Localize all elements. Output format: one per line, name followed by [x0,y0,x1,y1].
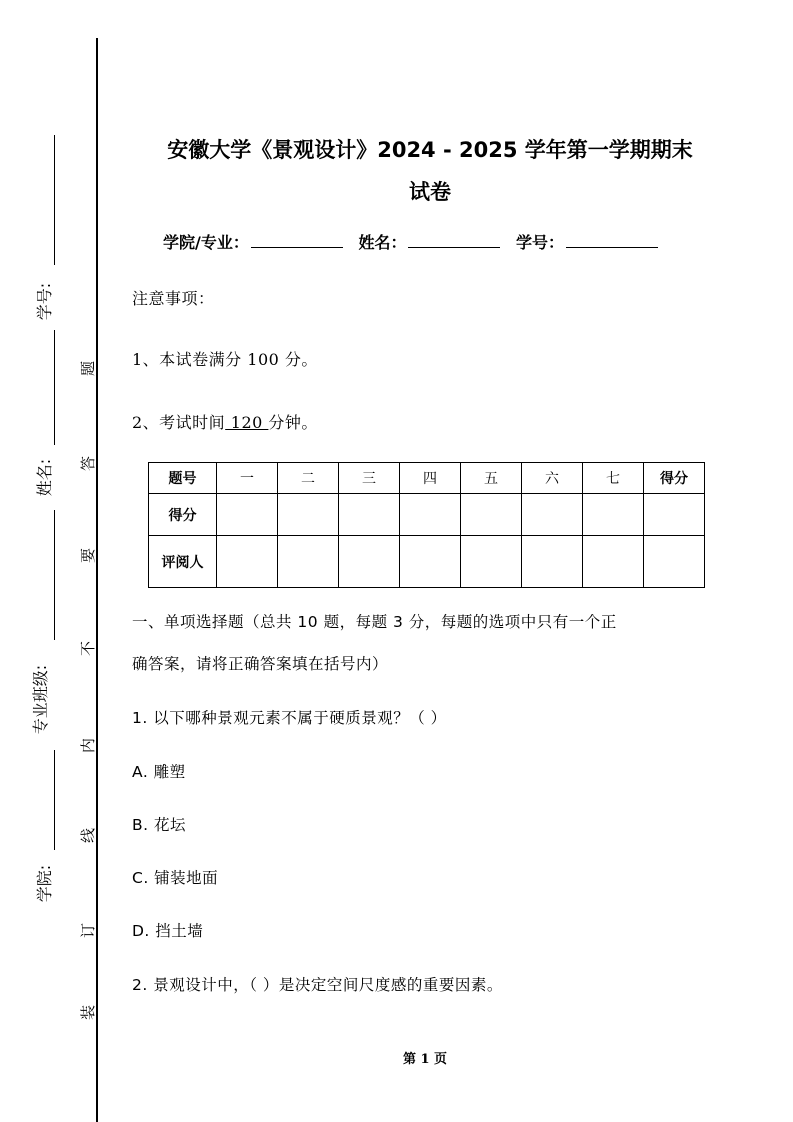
score-table [148,462,705,588]
table-header: 得分 [644,463,705,494]
table-row [149,536,705,588]
question-2: 2. 景观设计中，（ ）是决定空间尺度感的重要因素。 [132,976,503,994]
exam-title-line2: 试卷 [409,180,451,204]
student-info-row [163,230,668,253]
grader-cell [278,536,339,588]
row-label: 得分 [149,494,217,536]
exam-title-line1: 安徽大学《景观设计》2024 - 2025 学年第一学期期末 [167,138,693,162]
name-label: 姓名： [358,233,407,252]
table-header: 六 [522,463,583,494]
seal-char: 内 [79,737,98,754]
name-blank[interactable] [408,233,500,248]
grader-cell [644,536,705,588]
grader-cell [461,536,522,588]
field-underline [54,510,55,640]
score-cell [644,494,705,536]
seal-char: 订 [79,922,98,939]
option-a[interactable]: A. 雕塑 [132,763,186,781]
note-item: 1、本试卷满分 100 分。 [132,350,318,369]
question-1: 1. 以下哪种景观元素不属于硬质景观？（ ） [132,709,447,727]
note-text: 分钟。 [268,413,318,432]
row-label: 评阅人 [149,536,217,588]
binding-line [96,38,98,1122]
score-cell [461,494,522,536]
college-label: 学院/专业： [163,233,249,252]
option-c[interactable]: C. 铺装地面 [132,869,219,887]
table-header: 一 [217,463,278,494]
seal-char: 不 [79,640,98,657]
note-text: 2、考试时间 [132,413,226,432]
score-cell [339,494,400,536]
page-number: 第 1 页 [402,1052,448,1067]
exam-duration: 120 [225,413,269,432]
seal-char: 装 [79,1004,98,1021]
notes-heading: 注意事项： [132,289,215,308]
margin-student-id-label: 学号: [35,282,55,321]
table-header: 四 [400,463,461,494]
id-label: 学号： [516,233,565,252]
id-blank[interactable] [566,233,658,248]
seal-char: 要 [79,547,98,564]
section-heading: 一、单项选择题（总共 10 题，每题 3 分，每题的选项中只有一个正 [132,613,617,631]
grader-cell [583,536,644,588]
table-header: 题号 [149,463,217,494]
option-d[interactable]: D. 挡土墙 [132,922,204,940]
field-underline [54,750,55,850]
option-b[interactable]: B. 花坛 [132,816,186,834]
table-header: 七 [583,463,644,494]
table-header: 二 [278,463,339,494]
margin-class-label: 专业班级: [31,664,51,735]
score-cell [522,494,583,536]
section-heading: 确答案，请将正确答案填在括号内） [132,655,389,673]
score-cell [217,494,278,536]
margin-college-label: 学院: [35,864,55,903]
score-cell [400,494,461,536]
grader-cell [217,536,278,588]
grader-cell [522,536,583,588]
score-cell [583,494,644,536]
table-header: 三 [339,463,400,494]
note-item [132,410,318,433]
field-underline [54,135,55,265]
table-row [149,494,705,536]
seal-char: 答 [79,455,98,472]
table-header: 五 [461,463,522,494]
grader-cell [400,536,461,588]
score-cell [278,494,339,536]
seal-char: 题 [79,360,98,377]
grader-cell [339,536,400,588]
seal-char: 线 [79,827,98,844]
field-underline [54,330,55,445]
margin-name-label: 姓名: [35,458,55,497]
college-blank[interactable] [251,233,343,248]
